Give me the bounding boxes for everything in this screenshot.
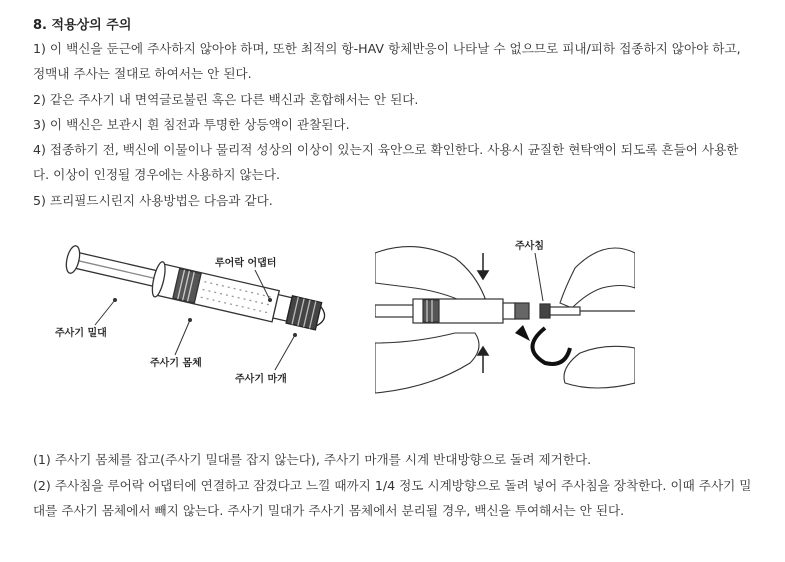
usage-steps bbox=[33, 447, 753, 524]
label-plunger: 주사기 밀대 bbox=[55, 328, 107, 339]
precaution-item-3: 3) 이 백신은 보관시 흰 침전과 투명한 상등액이 관찰된다. bbox=[33, 116, 350, 132]
precaution-item-5: 5) 프리필드시린지 사용방법은 다음과 같다. bbox=[33, 192, 273, 208]
needle-attachment-diagram bbox=[375, 233, 635, 413]
usage-step-2: (2) 주사침을 루어락 어댑터에 연결하고 잠겼다고 느낄 때까지 1/4 정도 시계방향으로 돌려 넣어 주사침을 장착한다. 이때 주사기 밀대를 주사기 몸체에서 빼지 않는다. 주사기 밀대가 주사기 몸체에서 분리될 경우, 백신을 투여해서는 안 된다. bbox=[33, 477, 752, 519]
precaution-item-1: 1) 이 백신을 둔근에 주사하지 않아야 하며, 또한 최적의 항-HAV 항체반응이 나타날 수 없으므로 피내/피하 접종하지 않아야 하고, 정맥내 주사는 절대로 하여서는 안 된다. bbox=[33, 41, 741, 82]
label-barrel: 주사기 몸체 bbox=[150, 358, 202, 369]
label-cap: 주사기 마개 bbox=[235, 374, 287, 385]
label-luer-adapter: 루어락 어댑터 bbox=[215, 258, 277, 269]
precaution-item-2: 2) 같은 주사기 내 면역글로불린 혹은 다른 백신과 혼합해서는 안 된다. bbox=[33, 91, 419, 107]
precaution-item-4: 4) 접종하기 전, 백신에 이물이나 물리적 성상의 이상이 있는지 육안으로 확인한다. 사용시 균질한 현탁액이 되도록 흔들어 사용한다. 이상이 인정될 경우에는 사용하지 않는다. bbox=[33, 142, 739, 183]
section-heading: 8. 적용상의 주의 bbox=[33, 18, 132, 33]
usage-step-1: (1) 주사기 몸체를 잡고(주사기 밀대를 잡지 않는다), 주사기 마개를 시계 반대방향으로 돌려 제거한다. bbox=[33, 452, 592, 467]
syringe-diagram bbox=[55, 240, 345, 390]
label-needle: 주사침 bbox=[515, 241, 544, 252]
precautions-list bbox=[33, 36, 753, 213]
